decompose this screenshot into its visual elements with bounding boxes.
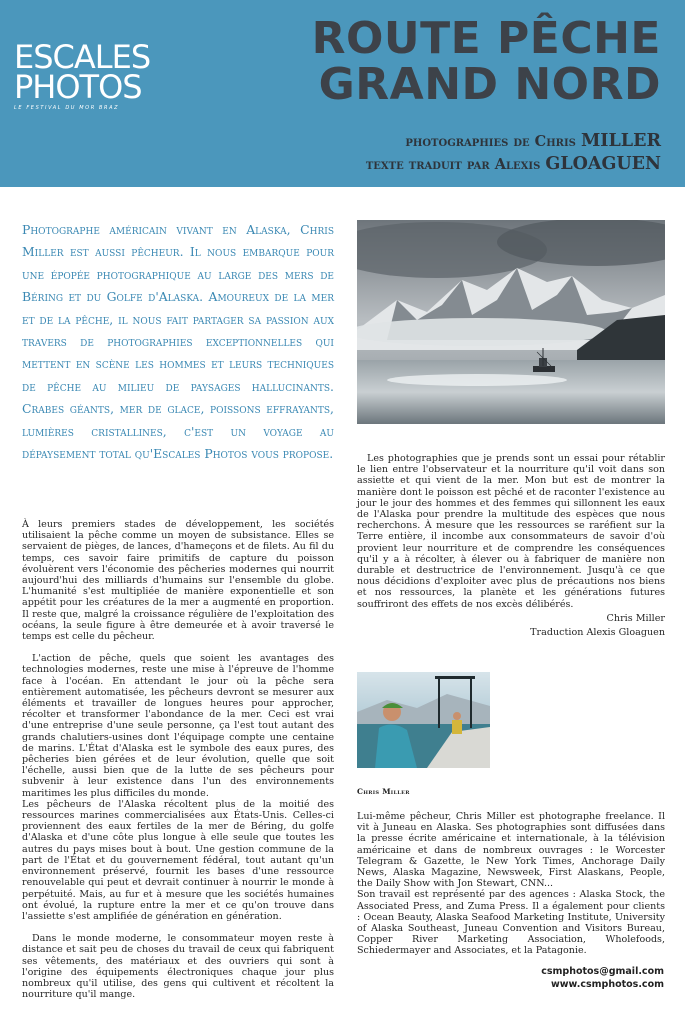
- translator-prefix: texte traduit par Alexis: [365, 156, 546, 173]
- page-title: [311, 13, 661, 110]
- right-column: [357, 453, 665, 639]
- photographer-credit: [366, 130, 661, 153]
- photo-illustration: [357, 220, 665, 424]
- left-paragraph-2: L'action de pêche, quels que soient les avantages des technologies modernes, reste une mise à l'épreuve de l'homme face à l'océan. En attendant le jour où la pêche sera entièrement automatisée, les pêcheurs devront se mesurer aux éléments et travailler de longues heures pour approcher, récolter et transformer l'abondance de la mer. Ceci est vrai d'une entreprise d'une seule personne, ça l'est tout autant des grands chalutiers-usines dont l'équipage compte une centaine de marins. L'État d'Alaska est le symbole des eaux pures, des pêcheries bien gérées et de leur évolution, quelle que soit l'échelle, aussi bien que de la lutte de ses pêcheurs pour subvenir à leur existence dans l'un des environnements maritimes les plus difficiles du monde.: [22, 653, 334, 799]
- header-band: [0, 0, 685, 187]
- fishing-boat-mountains-photo: [357, 220, 665, 424]
- logo-line-2: PHOTOS: [14, 68, 142, 106]
- credits: [366, 130, 661, 176]
- bio-paragraph-1: Lui-même pêcheur, Chris Miller est photographe freelance. Il vit à Juneau en Alaska. Ses photographies sont diffusées dans la presse écrite américaine et internationale, à la télévision américaine et dans de nombreux ouvrages : le Worcester Telegram & Gazette, le New York Times, Anchorage Daily News, Alaska Magazine, Newsweek, First Alaskans, People, the Daily Show with Jon Stewart, CNN...: [357, 811, 665, 890]
- left-column: [22, 519, 334, 1000]
- website-link[interactable]: www.csmphotos.com: [551, 979, 664, 990]
- contact-block: [541, 965, 664, 991]
- left-paragraph-4: Dans le monde moderne, le consommateur moyen reste à distance et sait peu de choses du travail de ceux qui fabriquent ses vêtements, des matériaux et des ouvriers qui sont à l'origine des équipements électroniques chaque jour plus nombreux qu'il utilise, des gens qui cultivent et récoltent la nourriture qu'il mange.: [22, 933, 334, 1001]
- logo-tagline: LE FESTIVAL DU MOR BRAZ: [14, 105, 120, 111]
- bio-paragraph-2: Son travail est représenté par des agences : Alaska Stock, the Associated Press, and Zuma Press. Il a également pour clients : Ocean Beauty, Alaska Seafood Marketing Institute, University of Alaska Southeast, Juneau Convention and Visitors Bureau, Copper River Marketing Association, Wholefoods, Schiedermayer and Associates, et la Patagonie.: [357, 889, 665, 957]
- logo-line-1: ESCALES: [14, 38, 151, 76]
- bio-block: [357, 811, 665, 957]
- translator-name: GLOAGUEN: [545, 154, 661, 174]
- translator-credit: [366, 153, 661, 176]
- escales-photos-logo: [14, 38, 184, 111]
- photographer-statement: Les photographies que je prends sont un essai pour rétablir le lien entre l'observateur et la nourriture qu'il voit dans son assiette et qui vient de la mer. Mon but est de montrer la manière dont le poisson est pêché et de raconter l'existence au jour le jour des hommes et des femmes qui sillonnent les eaux de l'Alaska pour prendre la multitude des espèces que nous recherchons. À mesure que les ressources se raréfient sur la Terre entière, il incombe aux consommateurs de savoir d'où provient leur nourriture et de comprendre les conséquences qu'il y a à récolter, à élever ou à fabriquer de manière non durable et destructrice de l'environnement. Jusqu'à ce que nous décidions d'exploiter avec plus de précautions nos biens et nos ressources, la planète et les générations futures souffriront des effets de nos excès délibérés.: [357, 453, 665, 610]
- title-line-2: GRAND NORD: [318, 59, 661, 110]
- left-paragraph-3: Les pêcheurs de l'Alaska récoltent plus de la moitié des ressources marines commercialisées aux États-Unis. Celles-ci proviennent des eaux fertiles de la mer de Béring, du golfe d'Alaska et d'une côte plus longue à elle seule que toutes les autres du pays mises bout à bout. Une gestion commune de la part de l'État et du gouvernement fédéral, tout autant qu'un environnement préservé, fournit les bases d'une ressource renouvelable qui peut et devrait continuer à nourrir le monde à perpétuité. Mais, au fur et à mesure que les sociétés humaines ont évolué, la rupture entre la mer et ce qu'on trouve dans l'assiette s'est amplifiée de génération en génération.: [22, 798, 334, 922]
- portrait-illustration: [357, 672, 490, 768]
- title-line-1: ROUTE PÊCHE: [311, 13, 661, 64]
- translation-credit: Traduction Alexis Gloaguen: [530, 626, 665, 638]
- intro-paragraph: Photographe américain vivant en Alaska, Chris Miller est aussi pêcheur. Il nous embarque pour une épopée photographique au large des mers de Béring et du Golfe d'Alaska. Amoureux de la mer et de la pêche, il nous fait partager sa passion aux travers de photographies exceptionnelles qui mettent en scène les hommes et leurs techniques de pêche au milieu de paysages hallucinants. Crabes géants, mer de glace, poissons effrayants, lumières cristallines, c'est un voyage au dépaysement total qu'Escales Photos vous propose.: [22, 222, 334, 462]
- email-link[interactable]: csmphotos@gmail.com: [541, 966, 664, 977]
- bio-heading: Chris Miller: [357, 787, 410, 796]
- signature: Chris Miller: [606, 612, 665, 624]
- photographer-portrait-photo: [357, 672, 490, 768]
- photographer-prefix: photographies de Chris: [405, 133, 581, 150]
- photographer-name: MILLER: [580, 131, 661, 151]
- left-paragraph-1: À leurs premiers stades de développement, les sociétés utilisaient la pêche comme un moyen de subsistance. Elles se servaient de pièges, de lances, d'hameçons et de filets. Au fil du temps, ces savoir faire primitifs de capture du poisson évoluèrent vers l'économie des pêcheries modernes qui nourrit aujourd'hui des milliards d'humains sur l'ensemble du globe. L'humanité s'est multipliée de manière exponentielle et son appétit pour les créatures de la mer a augmenté en proportion. Il reste que, malgré la croissance régulière de l'exploitation des océans, la seule figure à être demeurée et à avoir traversé le temps est celle du pêcheur.: [22, 519, 334, 643]
